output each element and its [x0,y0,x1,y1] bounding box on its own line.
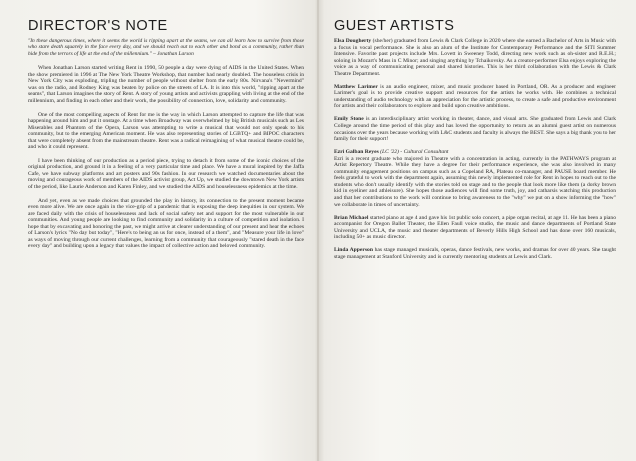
note-paragraph-4: And yet, even as we made choices that grounded the play in history, its connection to the present moment became even more alive. We are once again in the vice-grip of a pandemic that is exposing the deep inequities in our system. We are faced daily with the crisis of houselessness and lack of social safety net and support for the most vulnerable in our communities. And young people are looking to find community and solidarity in a culture of competition and isolation. I hope that by excavating and honoring the past, we might arrive at clearer understanding of our present and hear the echoes of Larson's lyrics "No day but today", "Here's to being an us for once, instead of a them", and "Measure your life in love" as ways of moving through our current challenges, learning from a community that courageously "stared death in the face every day" and building upon a legacy that values the impact of collective action and beloved community. [28,197,304,250]
bio-name: Emily Stone [334,116,364,123]
bio-linda-apperson [334,247,616,260]
bio-name: Ezri Galban Reyes [334,149,379,156]
epigraph-quote: "In these dangerous times, where it seems the world is ripping apart at the seams, we can all learn how to survive from those who stare death squarely in the face every day, and we should reach out to each other and bond as a community, rather than hide from the terrors of life at the end of the millennium." – Jonathan Larson [28,38,304,57]
bio-text: (she/her) graduated from Lewis & Clark College in 2020 where she earned a Bachelor of Arts in Music with a focus in vocal performance. She is also an alum of the Institute for Contemporary Performance and the SITI Summer Intensive. Favorite past projects include Mrs. Lovett in Sweeney Todd, directing new work such as oh-sister and R.E.H.; soloing in Mozart's Mass in C Minor; and singing anything by Tchaikovsky. As a creator-performer Elsa enjoys exploring the voice as a way of communicating personal and shared histories. This is her third collaboration with the Lewis & Clark Theatre Department. [334,38,617,77]
bio-text: has stage managed musicals, operas, dance festivals, new works, and dramas for over 40 years. She taught stage management at Stanford University and is currently mentoring students at Lewis and Clark. [334,247,616,260]
bio-text: Ezri is a recent graduate who majored in Theatre with a concentration in acting, currently in the PATHWAYS program at Artist Repertory Theatre. While they have a degree for their performance experience, she was also involved in many community engagement positions on campus such as a Copeland RA, Plateau co-manager, and PAUSE board member. He feels grateful to work with the department again, assuming this newly implemented role for Rent in hopes to reach out to the students who don't usually identify with the stories told on stage and to the people that look more like them (a dorky brown kid in eyeliner and athleisure). She hopes those audiences will find some truth, joy, and catharsis watching this production and that her contributions to the work will continue to bring awareness to the "why" we put on a show informing the "how" we collaborate in times of uncertainty. [334,155,616,208]
bio-name: Elsa Dougherty [334,38,372,44]
bio-elsa-dougherty [334,38,616,77]
bio-matthew-larimer [334,84,616,110]
bio-name: Matthew Larimer [334,83,378,90]
bio-name: Brian Michael [334,214,369,221]
bio-brian-michael [334,215,616,241]
bio-name: Linda Apperson [334,247,373,254]
bio-text: is an interdisciplinary artist working in theater, dance, and visual arts. She graduated from Lewis and Clark College around the time period of this play and has loved the opportunity to return as an alumni guest artist on numerous occasions over the years because working with L&C students and faculty is always the BEST. She says a big thank you to her family for their support! [334,116,616,143]
bio-text: started piano at age 4 and gave his 1st public solo concert, a pipe organ recital, at age 11. He has been a piano accompanist for Oregon Ballet Theater, the Ellen Faull voice studio, the music and dance departments of Portland State University and UCLA, the music and theater departments of Beverly Hills High School and has done over 160 musicals, including 50+ as music director. [334,214,616,241]
bio-text: is an audio engineer, mixer, and music producer based in Portland, OR. As a producer and engineer Larimer's goal is to provide creative support and resources for the artists he works with. He combines a technical understanding of audio technology with an appreciation for the artistic process, to create a safe and productive environment for artists and their collaborators to explore and build upon creative ambitions. [334,83,616,110]
bio-role: (LC '22) - Cultural Consultant [380,149,449,156]
note-paragraph-1: When Jonathan Larson started writing Rent in 1990, 50 people a day were dying of AIDS in the United States. When the show premiered in 1996 at The New York Theatre Workshop, that number had nearly doubled. The houseless crisis in New York City was exploding, tripling the number of people without shelter from the early 80s. Nirvana's "Nevermind" was on the radio, and Rodney King was beaten by police on the streets of LA. It is into this world, "ripping apart at the seams", that Larson imagines the story of Rent. A story of young artists and activists grappling with living at the end of the millennium, and finding in each other and their work, the possibility of connection, love, solidarity and community. [28,65,304,104]
note-paragraph-3: I have been thinking of our production as a period piece, trying to detach it from some of the iconic choices of the original production, and ground it in a feeling of a very particular time and place. We have a mural inspired by the Jaffa Cafe, we have subway platforms and art posters and 90s fashion. In our research we watched documentaries about the moving and courageous work of members of the AIDS activist group, Act Up, we studied the downtown New York artists of the period, like Laurie Anderson and Karen Finley, and we studied the AIDS and houselessness epidemics at the time. [28,157,304,190]
bio-ezri-galban-reyes [334,149,616,208]
directors-note-heading: DIRECTOR'S NOTE [28,18,168,34]
guest-artists-heading: GUEST ARTISTS [334,18,455,34]
note-paragraph-2: One of the most compelling aspects of Rent for me is the way in which Larson attempted to capture the life that was happening around him and put it onstage. At a time when Broadway was overwhelmed by big British musicals such as Les Miserables and Phantom of the Opera, Larson was attempting to write a musical that would not only speak to his community, but to the emerging American moment. He was also representing stories of LGBTQ+ and BIPOC characters that were completely absent from the mainstream theatre. Rent was a radical reimagining of what musical theatre could be, and who it could represent. [28,111,304,151]
guest-artists-page [318,0,636,461]
bio-emily-stone [334,116,616,142]
